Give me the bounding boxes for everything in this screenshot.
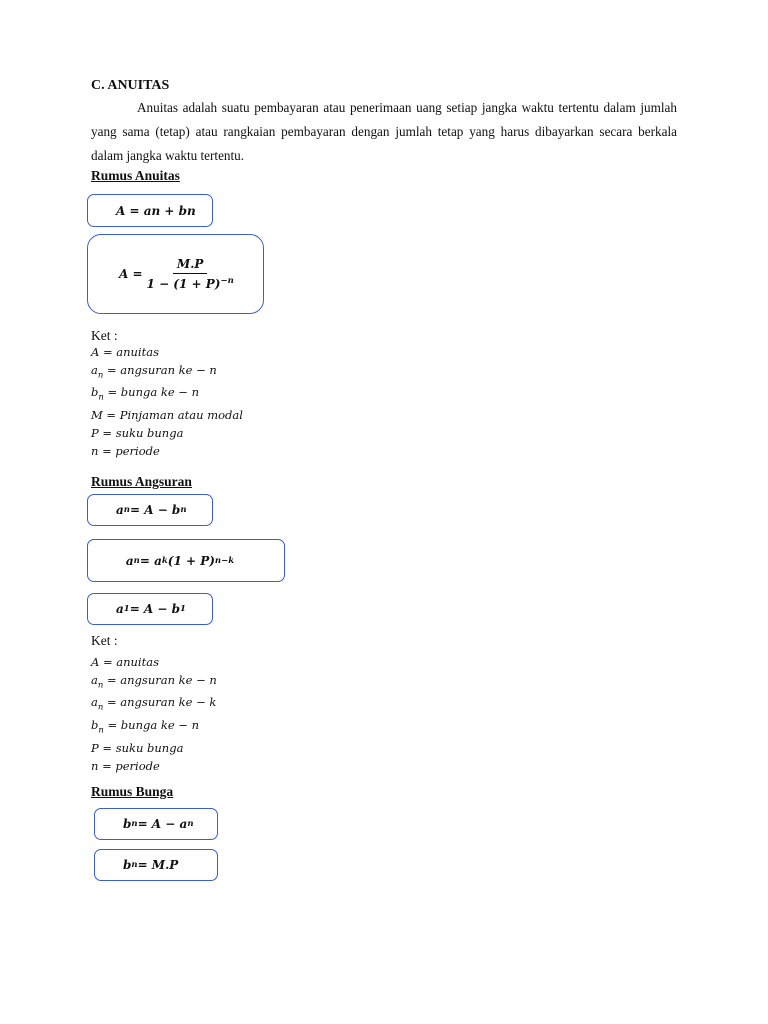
f-sub: k (161, 555, 168, 566)
f-rest: (1 + P) (167, 553, 215, 568)
f-sub: n (131, 819, 138, 829)
section-title: C. ANUITAS (91, 78, 170, 93)
angsuran-formula-3 (87, 593, 213, 625)
definition-text: = bunga ke − n (103, 385, 199, 400)
definition-text: = suku bunga (98, 425, 184, 440)
anuitas-heading: Rumus Anuitas (91, 168, 180, 183)
bunga-formula-2 (94, 849, 218, 881)
angsuran-formula-1 (87, 494, 213, 526)
definition-row (91, 443, 243, 461)
angsuran-heading: Rumus Angsuran (91, 474, 192, 489)
definition-row (91, 717, 217, 740)
definition-subscript: n (97, 679, 104, 690)
definition-text: = anuitas (99, 655, 159, 669)
definition-symbol: A (91, 345, 100, 359)
formula-lhs: A = (119, 267, 143, 281)
definition-text: = angsuran ke − n (103, 362, 217, 377)
definition-row (91, 407, 243, 425)
definition-row (91, 672, 217, 695)
definition-symbol: b (91, 718, 99, 733)
definition-row (91, 740, 217, 758)
definition-symbol: a (91, 362, 98, 377)
definition-text: = angsuran ke − k (103, 695, 217, 710)
definition-symbol: n (91, 443, 99, 458)
fraction-denominator (147, 274, 234, 291)
anuitas-formula-2 (87, 234, 264, 314)
denominator-exponent: −n (220, 276, 234, 286)
f-sym: a (116, 602, 124, 616)
fraction-numerator: M.P (173, 257, 207, 274)
f-sub: 1 (180, 604, 186, 614)
denominator-base: 1 − (1 + P) (146, 277, 221, 291)
anuitas-formula-1 (87, 194, 213, 227)
definition-symbol: A (91, 655, 100, 669)
anuitas-definitions (91, 344, 243, 460)
f-sym: a (116, 503, 124, 517)
f-sym: a (125, 553, 134, 568)
definition-symbol: a (91, 672, 98, 687)
definition-row (91, 384, 243, 407)
bunga-formula-1 (94, 808, 218, 840)
definition-text: = bunga ke − n (103, 718, 199, 733)
definition-symbol: n (91, 758, 99, 773)
f-mid: = A − a (137, 817, 188, 831)
definition-text: = periode (98, 443, 160, 458)
intro-paragraph: Anuitas adalah suatu pembayaran atau penerimaan uang setiap jangka waktu tertentu dalam jumlah yang sama (tetap) atau rangkaian pembayaran dengan jumlah tetap yang harus dibayarkan secara berkala dalam jangka waktu tertentu. (91, 100, 677, 163)
definition-symbol: P (91, 741, 99, 756)
f-sub: n (180, 505, 187, 515)
f-sub: n (187, 819, 194, 829)
definition-symbol: M (91, 408, 103, 423)
f-mid: = A − b (129, 602, 181, 616)
f-sub: n (123, 505, 130, 515)
definition-symbol: a (91, 695, 98, 710)
ket-label-2: Ket : (91, 633, 118, 648)
definition-text: = Pinjaman atau modal (102, 408, 243, 423)
definition-subscript: n (98, 725, 104, 736)
definition-subscript: n (98, 392, 104, 403)
definition-text: = periode (98, 758, 160, 773)
definition-row (91, 694, 217, 717)
fraction (147, 257, 234, 291)
f-mid: = A − b (129, 503, 181, 517)
anuitas-formula-1-text: A = an + bn (116, 203, 196, 218)
bunga-heading: Rumus Bunga (91, 784, 174, 799)
definition-row (91, 654, 217, 672)
angsuran-formula-2 (87, 539, 285, 582)
f-mid: = a (139, 553, 162, 568)
definition-text: = anuitas (99, 345, 159, 359)
f-sym: b (123, 858, 132, 872)
f-sub: n (133, 555, 140, 566)
f-exp: n−k (214, 555, 235, 566)
angsuran-definitions (91, 654, 217, 775)
f-sub: n (131, 860, 138, 870)
f-sub: 1 (123, 604, 130, 614)
definition-symbol: b (91, 385, 99, 400)
definition-row (91, 362, 243, 385)
definition-row (91, 425, 243, 443)
definition-row (91, 758, 217, 776)
definition-row (91, 344, 243, 362)
definition-text: = suku bunga (98, 741, 184, 756)
definition-subscript: n (97, 369, 104, 380)
ket-label-1: Ket : (91, 328, 118, 343)
definition-subscript: n (97, 702, 104, 713)
definition-symbol: P (91, 425, 99, 440)
f-sym: b (123, 817, 132, 831)
f-rest: = M.P (137, 858, 179, 872)
definition-text: = angsuran ke − n (103, 672, 217, 687)
